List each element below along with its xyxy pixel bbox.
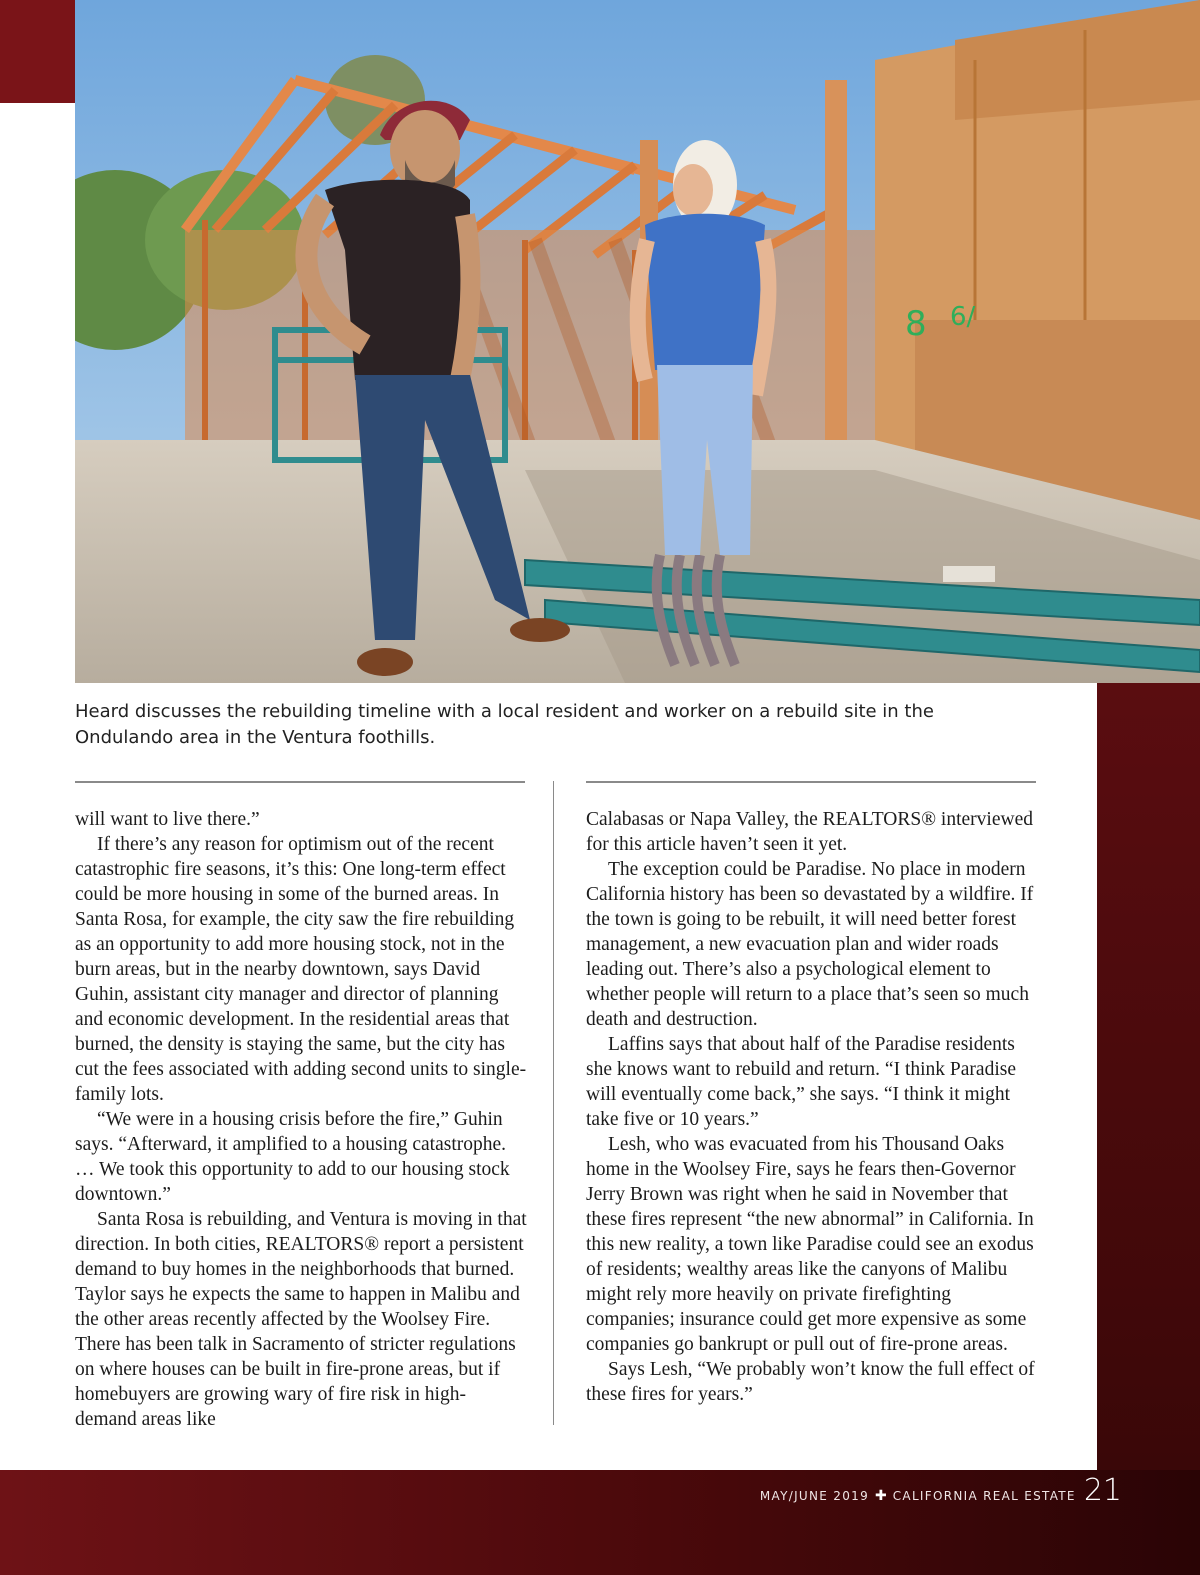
article-paragraph: Santa Rosa is rebuilding, and Ventura is moving in that direction. In both cities, REALTORS® report a persistent demand to buy homes in the neighborhoods that burned. Taylor says he expects the same to happen in Malibu and the other areas recently affected by the Woolsey Fire. There has been talk in Sacramento of stricter regulations on where houses can be built in fire-prone areas, but if homebuyers are growing wary of fire risk in high-demand areas like	[75, 1209, 527, 1430]
photo-caption: Heard discusses the rebuilding timeline with a local resident and worker on a rebuild site in the Ondulando area in the Ventura foothills.	[75, 701, 934, 748]
column-divider	[553, 781, 554, 1425]
article-paragraph: Calabasas or Napa Valley, the REALTORS® interviewed for this article haven’t seen it yet.	[586, 809, 1033, 855]
left-column-rule	[75, 781, 525, 783]
issue-date: MAY/JUNE 2019	[759, 1489, 870, 1503]
right-column-rule	[586, 781, 1036, 783]
article-paragraph: Laffins says that about half of the Paradise residents she knows want to rebuild and return. “I think Paradise will eventually come back,” she says. “I think it might take five or 10 years.”	[586, 1034, 1016, 1130]
folio	[760, 1473, 1122, 1513]
article-column-right	[586, 807, 1038, 1407]
article-paragraph: Lesh, who was evacuated from his Thousand Oaks home in the Woolsey Fire, says he fears then-Governor Jerry Brown was right when he said in November that these fires represent “the new abnormal” in California. In this new reality, a town like Paradise could see an exodus of residents; wealthy areas like the canyons of Malibu might rely more heavily on private firefighting companies; insurance could get more expensive as some companies go bankrupt or pull out of fire-prone areas.	[586, 1134, 1034, 1355]
article-paragraph: “We were in a housing crisis before the fire,” Guhin says. “Afterward, it amplified to a housing catastrophe. … We took this opportunity to add to our housing stock downtown.”	[75, 1109, 510, 1205]
svg-text:6/: 6/	[950, 302, 976, 332]
article-paragraph: The exception could be Paradise. No place in modern California history has been so devastated by a wildfire. If the town is going to be rebuilt, it will need better forest management, a new evacuation plan and wider roads leading out. There’s also a psychological element to whether people will return to a place that’s seen so much death and destruction.	[586, 859, 1034, 1030]
article-paragraph: Says Lesh, “We probably won’t know the full effect of these fires for years.”	[586, 1359, 1035, 1405]
article-paragraph: If there’s any reason for optimism out of the recent catastrophic fire seasons, it’s this: One long-term effect could be more housing in some of the burned areas. In Santa Rosa, for example, the city saw the fire rebuilding as an opportunity to add more housing stock, not in the burn areas, but in the nearby downtown, says David Guhin, assistant city manager and director of planning and economic development. In the residential areas that burned, the density is staying the same, but the city has cut the fees associated with adding second units to single-family lots.	[75, 834, 527, 1105]
cross-separator-icon: ✚	[875, 1488, 887, 1504]
article-paragraph: will want to live there.”	[75, 809, 260, 830]
page-number: 21	[1083, 1473, 1122, 1508]
article-column-left	[75, 807, 527, 1432]
svg-text:8: 8	[905, 304, 927, 344]
side-accent-panel	[1097, 683, 1200, 1470]
construction-site-photo	[75, 0, 1200, 683]
publication-name: CALIFORNIA REAL ESTATE	[892, 1489, 1076, 1503]
corner-accent-block	[0, 0, 75, 103]
